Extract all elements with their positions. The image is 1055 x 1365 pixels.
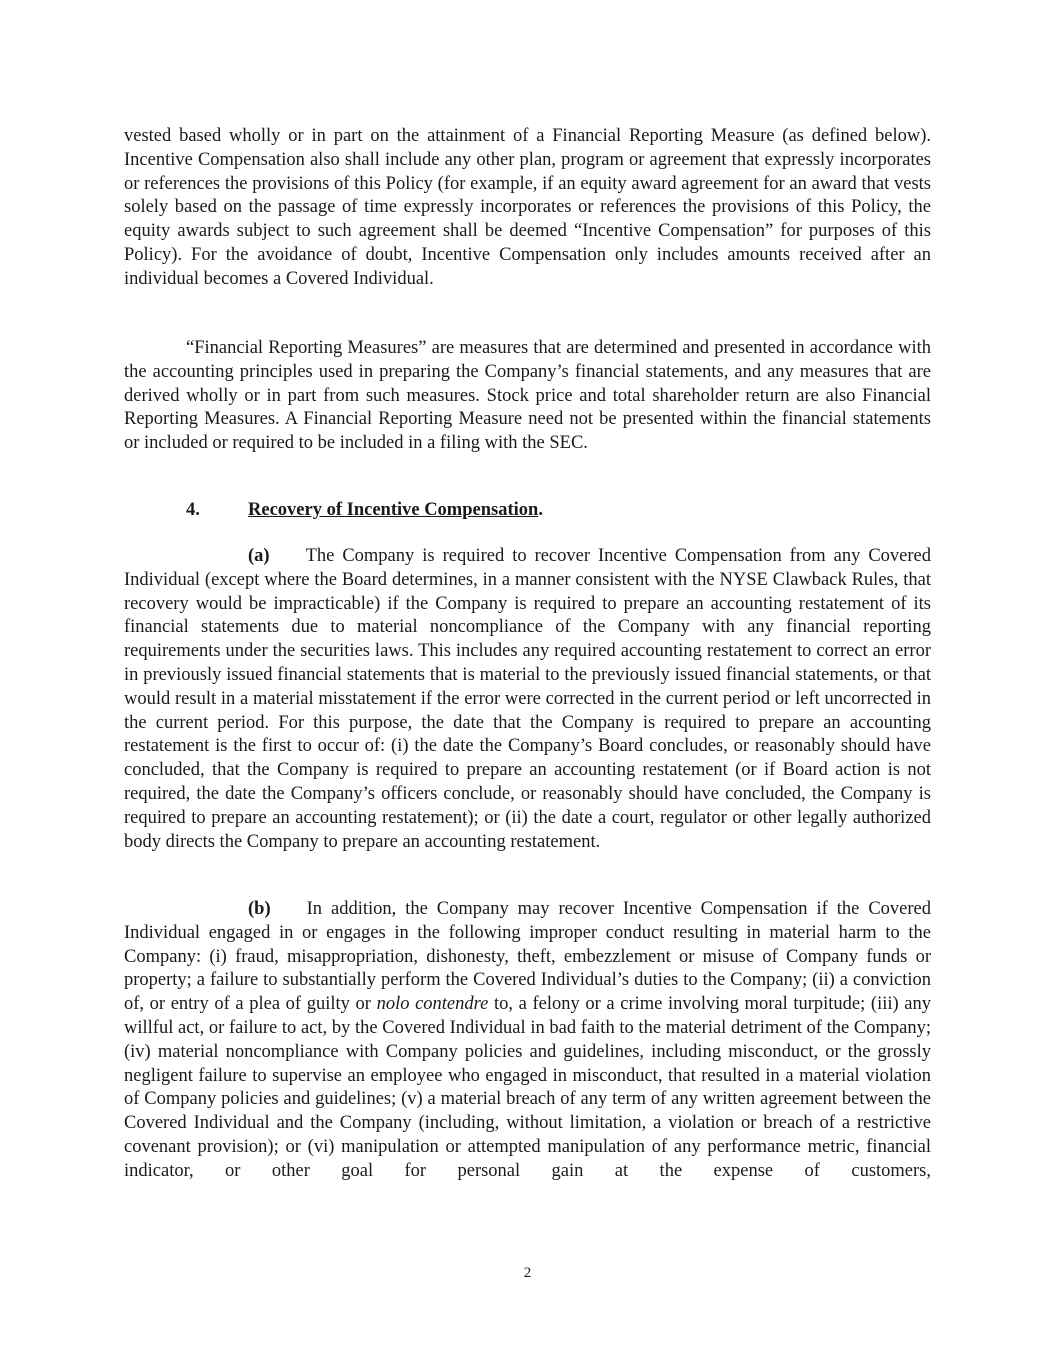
paragraph-continuation	[124, 125, 931, 292]
subsection-b-paragraph	[124, 898, 931, 1184]
subsection-a-text: The Company is required to recover Incentive Compensation from any Covered Individual (except where the Board determines, in a manner consistent with the NYSE Clawback Rules, that recovery would be impracticable) if the Company is required to prepare an accounting restatement of its financial statements due to material noncompliance of the Company with any financial reporting requirements under the securities laws. This includes any required accounting restatement to correct an error in previously issued financial statements that is material to the previously issued financial statements, or that would result in a material misstatement if the error were corrected in the current period or left uncorrected in the current period. For this purpose, the date that the Company is required to prepare an accounting restatement is the first to occur of: (i) the date the Company’s Board concludes, or reasonably should have concluded, that the Company is required to prepare an accounting restatement (or if Board action is not required, the date the Company’s officers conclude, or reasonably should have concluded, the Company is required to prepare an accounting restatement); or (ii) the date a court, regulator or other legally authorized body directs the Company to prepare an accounting restatement.	[124, 546, 931, 852]
section-heading	[186, 499, 543, 523]
section-number: 4.	[186, 500, 200, 520]
subsection-b	[124, 898, 931, 1184]
paragraph-text: vested based wholly or in part on the attainment of a Financial Reporting Measure (as defined below). Incentive Compensation also shall include any other plan, program or agreement that expressly incorporates or references the provisions of this Policy (for example, if an equity award agreement for an award that vests solely based on the passage of time expressly incorporates or references the provisions of this Policy, the equity awards subject to such agreement shall be deemed “Incentive Compensation” for purposes of this Policy). For the avoidance of doubt, Incentive Compensation only includes amounts received after an individual becomes a Covered Individual.	[124, 126, 931, 289]
paragraph-text: “Financial Reporting Measures” are measures that are determined and presented in accordance with the accounting principles used in preparing the Company’s financial statements, and any measures that are derived wholly or in part from such measures. Stock price and total shareholder return are also Financial Reporting Measures. A Financial Reporting Measure need not be presented within the financial statements or included or required to be included in a filing with the SEC.	[124, 338, 931, 454]
page-number: 2	[523, 1265, 532, 1281]
paragraph-financial-reporting-measures	[124, 337, 931, 456]
subsection-b-text-part2: to, a felony or a crime involving moral turpitude; (iii) any willful act, or failure to act, by the Covered Individual in bad faith to the material detriment of the Company; (iv) material noncompliance with Company policies and guidelines, including misconduct, or the grossly negligent failure to supervise an employee who engaged in misconduct, that resulted in a material violation of Company policies and guidelines; (v) a material breach of any term of any written agreement between the Covered Individual and the Company (including, without limitation, a violation or breach of a restrictive covenant provision); or (vi) manipulation or attempted manipulation of any performance metric, financial indicator, or other goal for personal gain at the expense of customers,	[124, 994, 931, 1181]
subsection-a	[124, 545, 931, 854]
subsection-b-italic-term: nolo contendre	[376, 994, 489, 1015]
subsection-a-paragraph	[124, 545, 931, 854]
subsection-b-label: (b)	[248, 899, 271, 919]
subsection-b-text-part1: In addition, the Company may recover Incentive Compensation if the Covered Individual engaged in or engages in the following improper conduct resulting in material harm to the Company: (i) fraud, misappropriation, dishonesty, theft, embezzlement or misuse of Company funds or property; a failure to substantially perform the Covered Individual’s duties to the Company; (ii) a conviction of, or entry of a plea of guilty or	[124, 899, 931, 1015]
section-title: Recovery of Incentive Compensation	[248, 500, 539, 520]
section-title-period: .	[538, 500, 543, 520]
subsection-a-label: (a)	[248, 546, 270, 566]
